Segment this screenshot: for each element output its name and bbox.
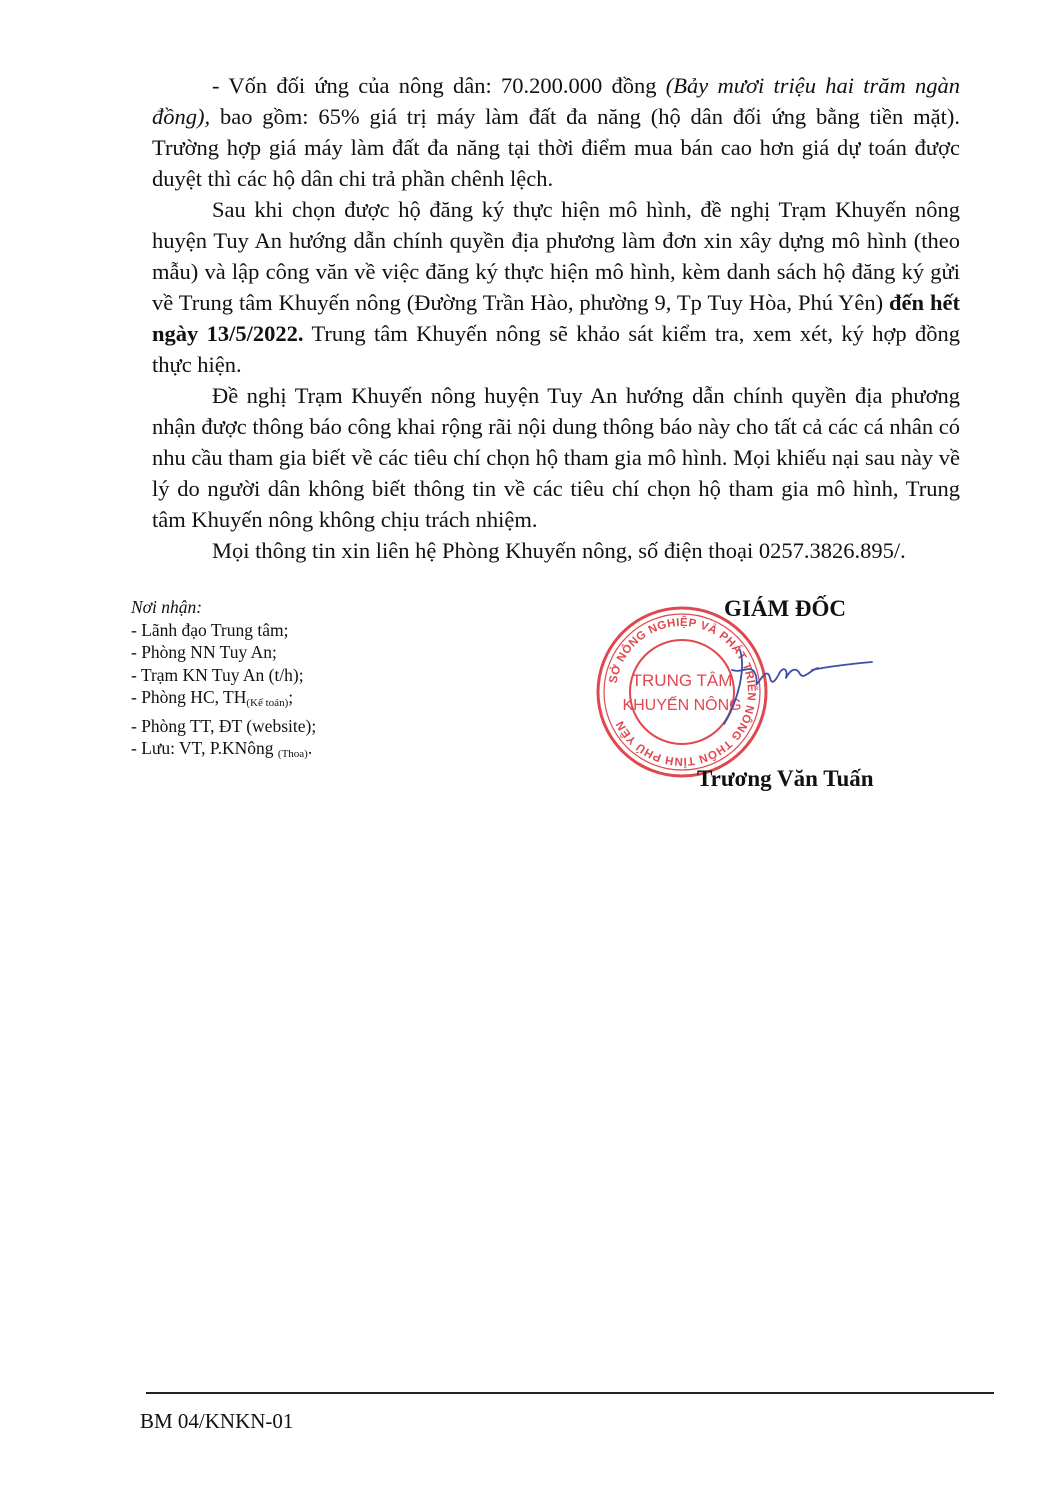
handwritten-signature	[700, 640, 880, 730]
svg-text:TRUNG TÂM: TRUNG TÂM	[631, 671, 733, 690]
recipient-item: - Lưu: VT, P.KNông $_{(Thoa)}$.	[131, 738, 313, 760]
amount-in-words: (Bảy mươi triệu hai trăm ngàn đồng),	[152, 73, 960, 129]
form-code: BM 04/KNKN-01	[140, 1409, 294, 1433]
recipients-heading: Nơi nhận:	[131, 597, 203, 617]
paragraph-contact: Mọi thông tin xin liên hệ Phòng Khuyến nông, số điện thoại 0257.3826.895/.	[212, 538, 906, 563]
paragraph-public-notice: Đề nghị Trạm Khuyến nông huyện Tuy An hướng dẫn chính quyền địa phương nhận được thông báo công khai rộng rãi nội dung thông báo này cho tất cả các cá nhân có nhu cầu tham gia biết về các tiêu chí chọn hộ tham gia mô hình. Mọi khiếu nại sau này về lý do người dân không biết thông tin về các tiêu chí chọn hộ tham gia mô hình, Trung tâm Khuyến nông không chịu trách nhiệm.	[152, 383, 960, 532]
recipient-item: - Phòng TT, ĐT (website);	[131, 715, 317, 736]
paragraph-registration	[152, 194, 960, 380]
paragraph-text: bao gồm: 65% giá trị máy làm đất đa năng (hộ dân đối ứng bằng tiền mặt). Trường hợp giá máy làm đất đa năng tại thời điểm mua bán cao hơn giá dự toán được duyệt thì các hộ dân chi trả phần chênh lệch.	[152, 104, 960, 191]
recipients-block	[131, 596, 461, 766]
paragraph-text: Trung tâm Khuyến nông sẽ khảo sát kiểm tra, xem xét, ký hợp đồng thực hiện.	[152, 321, 960, 377]
svg-text:KHUYẾN NÔNG: KHUYẾN NÔNG	[622, 697, 742, 714]
signature-title: GIÁM ĐỐC	[724, 596, 847, 621]
paragraph-text: - Vốn đối ứng của nông dân: 70.200.000 đồng	[212, 73, 666, 98]
svg-text:SỞ NÔNG NGHIỆP VÀ PHÁT TRIỂN N: SỞ NÔNG NGHIỆP VÀ PHÁT TRIỂN NÔNG THÔN TỈNH PHÚ YÊN	[607, 616, 758, 768]
paragraph-text: Sau khi chọn được hộ đăng ký thực hiện mô hình, đề nghị Trạm Khuyến nông huyện Tuy An hướng dẫn chính quyền địa phương làm đơn xin xây dựng mô hình (theo mẫu) và lập công văn về việc đăng ký thực hiện mô hình, kèm danh sách hộ đăng ký gửi về Trung tâm Khuyến nông (Đường Trần Hào, phường 9, Tp Tuy Hòa, Phú Yên)	[152, 197, 960, 315]
footer-divider	[146, 1392, 994, 1394]
recipients-list	[131, 619, 461, 766]
recipient-item: - Trạm KN Tuy An (t/h);	[131, 664, 304, 685]
document-body	[152, 70, 960, 566]
recipient-item: - Phòng HC, $TH_{(Kế toán)}$;	[131, 687, 294, 709]
recipient-item: - Lãnh đạo Trung tâm;	[131, 619, 289, 640]
signer-name: Trương Văn Tuấn	[697, 766, 874, 791]
recipient-item: - Phòng NN Tuy An;	[131, 642, 277, 662]
paragraph-counterpart-fund	[152, 70, 960, 194]
deadline-text: đến hết ngày 13/5/2022.	[152, 290, 960, 346]
